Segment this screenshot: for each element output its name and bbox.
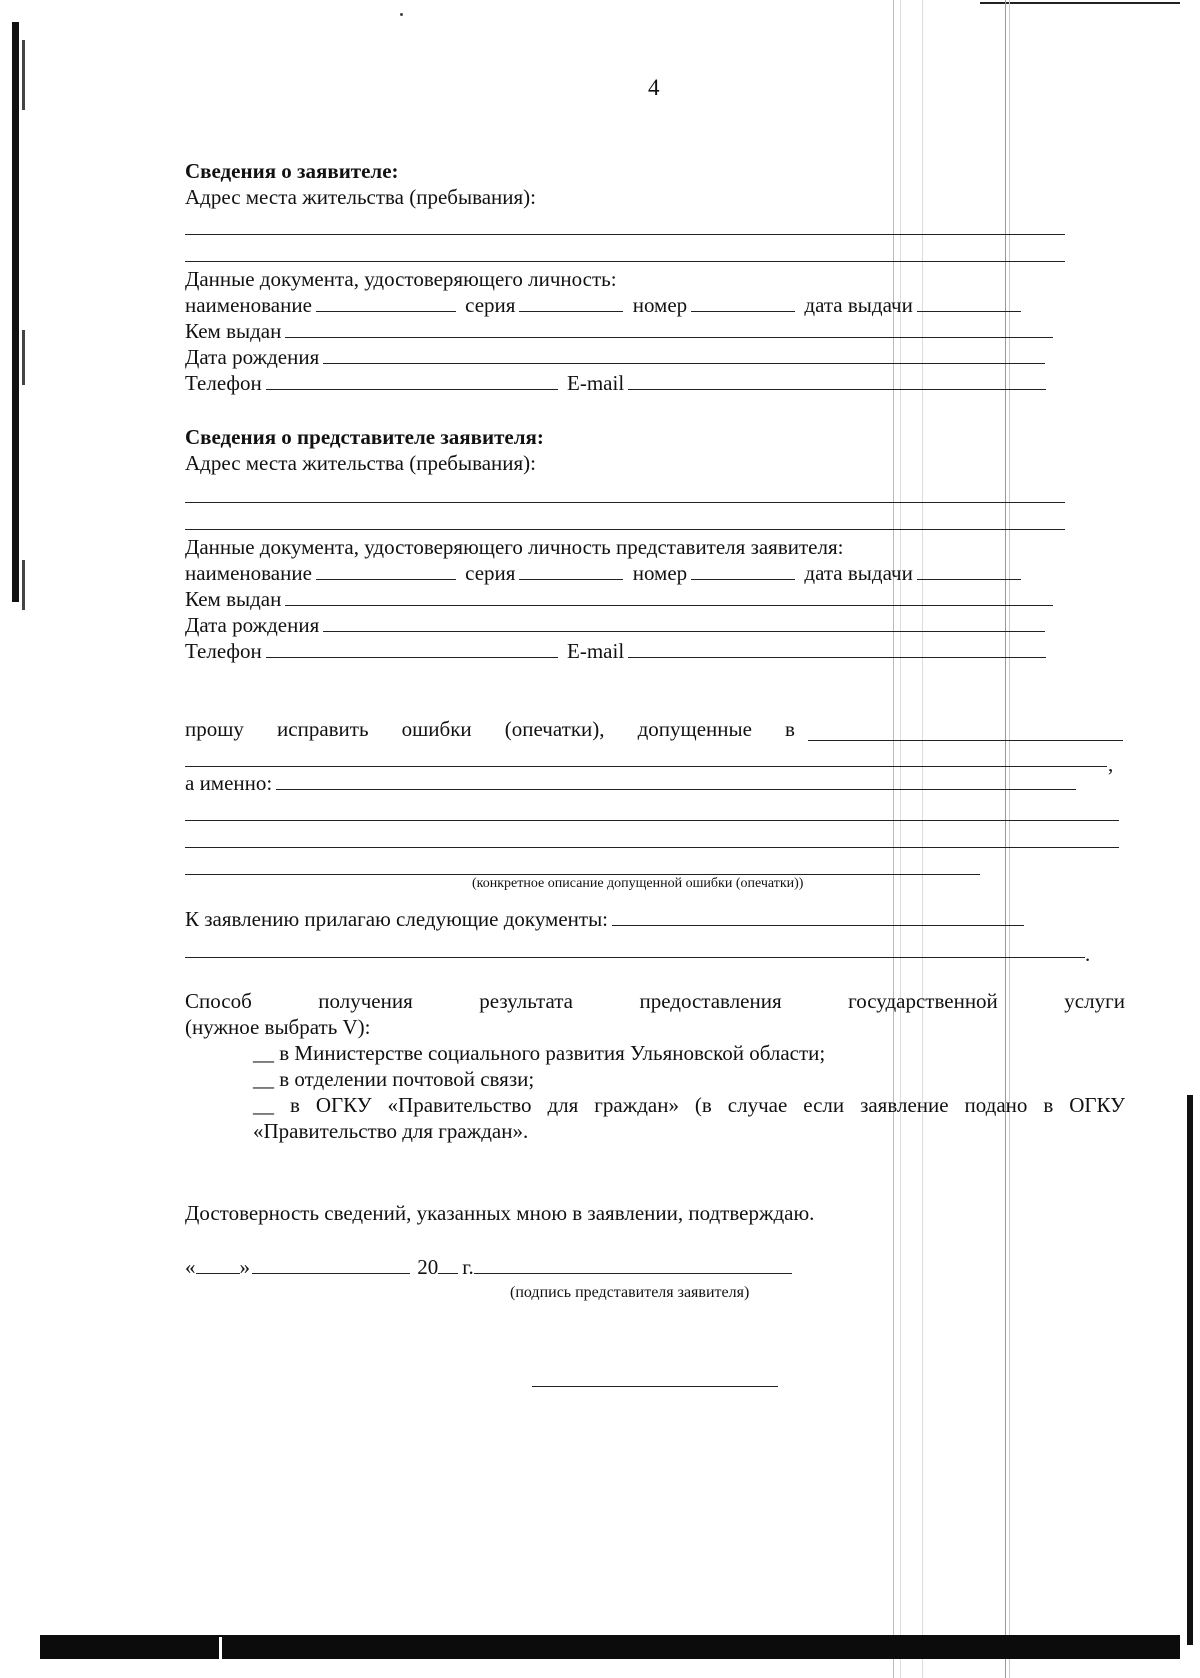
request-word: прошу (185, 717, 244, 741)
doc-name-field[interactable] (316, 561, 456, 580)
error-description-line-2[interactable] (185, 847, 1119, 848)
request-word: в (785, 717, 795, 741)
email-label: E-mail (567, 371, 625, 395)
option-label: в отделении почтовой связи; (279, 1067, 535, 1091)
delivery-word: государственной (848, 989, 998, 1013)
doc-number-label: номер (632, 561, 688, 585)
representative-birth-date-row (185, 612, 1049, 638)
scan-edge-bottom (40, 1635, 1180, 1659)
month-field[interactable] (252, 1255, 410, 1274)
scan-edge-top (980, 2, 1180, 4)
request-word: (опечатки), (504, 717, 605, 741)
delivery-hint: (нужное выбрать V): (185, 1015, 371, 1039)
comma: , (1108, 752, 1114, 776)
issued-by-field[interactable] (285, 319, 1053, 338)
representative-doc-row (185, 560, 1025, 586)
namely-row (185, 770, 1080, 796)
delivery-text (185, 988, 1125, 1014)
namely-field[interactable] (276, 771, 1076, 790)
attach-field[interactable] (612, 907, 1024, 926)
attach-field-2[interactable] (185, 957, 1085, 958)
doc-series-label: серия (465, 293, 516, 317)
day-field[interactable] (196, 1255, 240, 1274)
attach-label: К заявлению прилагаю следующие документы: (185, 907, 609, 931)
birth-date-field[interactable] (323, 613, 1045, 632)
fold-line (893, 0, 894, 1678)
request-document-field-2[interactable] (185, 766, 1107, 767)
fold-line (1009, 0, 1010, 1678)
option-checkbox[interactable]: __ (253, 1041, 274, 1065)
request-word: допущенные (637, 717, 752, 741)
period: . (1085, 942, 1091, 966)
doc-number-field[interactable] (691, 561, 795, 580)
doc-number-field[interactable] (691, 293, 795, 312)
delivery-word: Способ (185, 989, 252, 1013)
scan-edge-right (1187, 1095, 1193, 1645)
doc-series-label: серия (465, 561, 516, 585)
scan-notch (219, 1637, 222, 1659)
scan-tick (22, 560, 25, 610)
representative-address-line-1[interactable] (185, 502, 1065, 503)
representative-address-label: Адрес места жительства (пребывания): (185, 451, 537, 475)
representative-heading: Сведения о представителе заявителя: (185, 425, 544, 449)
doc-issue-date-field[interactable] (917, 293, 1021, 312)
doc-issue-date-field[interactable] (917, 561, 1021, 580)
fold-line (1005, 0, 1006, 1678)
delivery-word: получения (318, 989, 413, 1013)
representative-id-doc-label: Данные документа, удостоверяющего личность представителя заявителя: (185, 535, 844, 559)
quote-open: « (185, 1255, 196, 1279)
issued-by-label: Кем выдан (185, 587, 282, 611)
error-description-line-1[interactable] (185, 820, 1119, 821)
delivery-word: результата (479, 989, 573, 1013)
scan-tick (22, 40, 25, 110)
page-number: 4 (648, 75, 660, 100)
request-word: ошибки (401, 717, 472, 741)
issued-by-label: Кем выдан (185, 319, 282, 343)
phone-label: Телефон (185, 371, 262, 395)
applicant-contacts-row (185, 370, 1050, 396)
email-label: E-mail (567, 639, 625, 663)
phone-field[interactable] (266, 639, 558, 658)
applicant-address-label: Адрес места жительства (пребывания): (185, 185, 537, 209)
doc-series-field[interactable] (519, 561, 623, 580)
delivery-option-ministry[interactable] (253, 1040, 825, 1066)
doc-series-field[interactable] (519, 293, 623, 312)
request-word: исправить (277, 717, 369, 741)
phone-field[interactable] (266, 371, 558, 390)
fold-line (922, 0, 923, 1678)
applicant-address-line-1[interactable] (185, 234, 1065, 235)
phone-label: Телефон (185, 639, 262, 663)
doc-name-label: наименование (185, 561, 312, 585)
email-field[interactable] (628, 371, 1046, 390)
year-prefix: 20 (417, 1255, 439, 1279)
date-signature-row (185, 1254, 792, 1280)
scan-edge-left (12, 22, 19, 602)
signature-caption: (подпись представителя заявителя) (510, 1284, 750, 1301)
option-label: в Министерстве социального развития Ульяновской области; (279, 1041, 826, 1065)
representative-issued-by-row (185, 586, 1057, 612)
representative-contacts-row (185, 638, 1050, 664)
birth-date-label: Дата рождения (185, 345, 320, 369)
applicant-heading: Сведения о заявителе: (185, 159, 399, 183)
scan-speck (400, 13, 403, 16)
quote-close: » (239, 1255, 250, 1279)
confirm-text: Достоверность сведений, указанных мною в заявлении, подтверждаю. (185, 1201, 815, 1225)
doc-issue-date-label: дата выдачи (804, 561, 913, 585)
option-checkbox[interactable]: __ (253, 1093, 274, 1117)
fold-line (900, 0, 901, 1678)
applicant-birth-date-row (185, 344, 1049, 370)
signature-field[interactable] (474, 1255, 792, 1274)
issued-by-field[interactable] (285, 587, 1053, 606)
applicant-doc-row (185, 292, 1025, 318)
error-description-line-3[interactable] (185, 874, 980, 875)
doc-number-label: номер (632, 293, 688, 317)
email-field[interactable] (628, 639, 1046, 658)
delivery-option-post[interactable] (253, 1066, 534, 1092)
year-suffix: г. (462, 1255, 474, 1279)
signature-line[interactable] (532, 1386, 778, 1387)
year-field[interactable] (438, 1255, 458, 1274)
request-document-field[interactable] (808, 740, 1123, 741)
doc-issue-date-label: дата выдачи (804, 293, 913, 317)
applicant-issued-by-row (185, 318, 1057, 344)
option-checkbox[interactable]: __ (253, 1067, 274, 1091)
scan-tick (22, 330, 25, 385)
doc-name-field[interactable] (316, 293, 456, 312)
option-label: в ОГКУ «Правительство для граждан» (в случае если заявление подано в ОГКУ «Правительство для граждан». (253, 1093, 1126, 1143)
birth-date-field[interactable] (323, 345, 1045, 364)
namely-label: а именно: (185, 771, 273, 795)
error-caption: (конкретное описание допущенной ошибки (опечатки)) (472, 876, 804, 891)
delivery-word: услуги (1064, 989, 1125, 1013)
doc-name-label: наименование (185, 293, 312, 317)
delivery-word: предоставления (639, 989, 782, 1013)
representative-address-line-2[interactable] (185, 529, 1065, 530)
request-text (185, 716, 795, 742)
applicant-address-line-2[interactable] (185, 261, 1065, 262)
applicant-id-doc-label: Данные документа, удостоверяющего личность: (185, 267, 617, 291)
delivery-option-ogku[interactable] (253, 1092, 1125, 1144)
birth-date-label: Дата рождения (185, 613, 320, 637)
attach-row (185, 906, 1028, 932)
